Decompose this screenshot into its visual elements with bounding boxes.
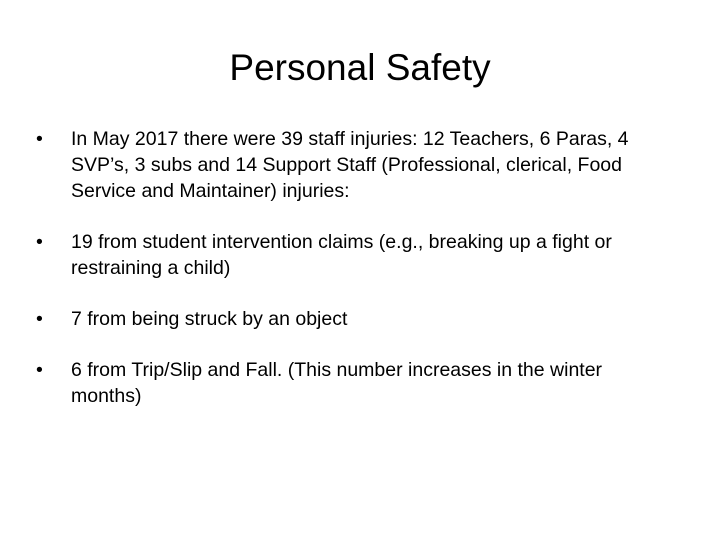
bullet-item xyxy=(36,357,676,409)
bullet-dot-icon: • xyxy=(36,308,43,330)
bullet-list xyxy=(36,126,676,409)
bullet-text: 7 from being struck by an object xyxy=(71,308,348,330)
bullet-text: 6 from Trip/Slip and Fall. (This number increases in the winter months) xyxy=(71,359,603,407)
bullet-dot-icon: • xyxy=(36,231,43,253)
bullet-item xyxy=(36,306,676,332)
bullet-item xyxy=(36,229,676,281)
bullet-dot-icon: • xyxy=(36,359,43,381)
bullet-item xyxy=(36,126,676,204)
bullet-dot-icon: • xyxy=(36,128,43,150)
slide-title: Personal Safety xyxy=(229,47,491,88)
bullet-text: 19 from student intervention claims (e.g., breaking up a fight or restraining a child) xyxy=(71,231,612,279)
bullet-text: In May 2017 there were 39 staff injuries: 12 Teachers, 6 Paras, 4 SVP’s, 3 subs and 14 Support Staff (Professional, clerical, Food Service and Maintainer) injuries: xyxy=(71,128,629,202)
